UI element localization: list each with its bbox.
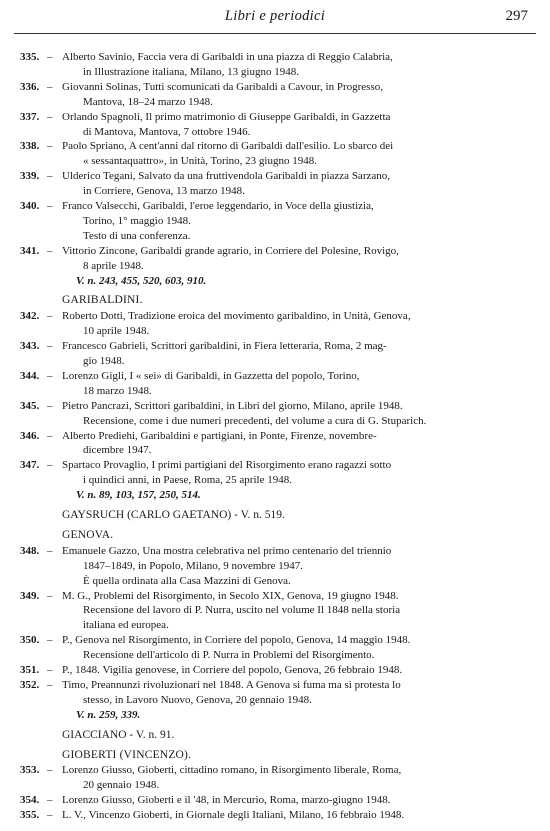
entry-number: 355. bbox=[20, 809, 40, 822]
entry-number: 345. bbox=[20, 399, 40, 412]
entry-dash: – bbox=[47, 51, 53, 63]
entry-line bbox=[0, 678, 550, 692]
entry-dash: – bbox=[47, 429, 53, 442]
entry-number: 353. bbox=[20, 764, 40, 777]
entry-text: Spartaco Provaglio, I primi partigiani del Risorgimento erano ragazzi sotto bbox=[62, 459, 392, 472]
entry-text: Emanuele Gazzo, Una mostra celebrativa nel primo centenario del triennio bbox=[62, 544, 392, 557]
entry-text: Orlando Spagnoli, Il primo matrimonio di Giuseppe Garibaldi, in Gazzetta bbox=[62, 110, 391, 123]
see-also-line: V. n. 243, 455, 520, 603, 910. bbox=[76, 274, 207, 287]
entry-line bbox=[0, 429, 550, 443]
entry-dash: – bbox=[47, 764, 53, 777]
entry-number: 336. bbox=[20, 80, 40, 93]
entry-text: Lorenzo Giusso, Gioberti e il '48, in Mercurio, Roma, marzo-giugno 1948. bbox=[62, 794, 391, 807]
text-line bbox=[0, 274, 550, 288]
entry-text: Alberto Savinio, Faccia vera di Garibaldi in una piazza di Reggio Calabria, bbox=[62, 51, 393, 63]
text-line bbox=[0, 214, 550, 228]
text-line bbox=[0, 488, 550, 502]
entry-line bbox=[0, 663, 550, 677]
entry-continuation: di Mantova, Mantova, 7 ottobre 1946. bbox=[83, 125, 251, 138]
entry-text: Roberto Dotti, Tradizione eroica del movimento garibaldino, in Unità, Genova, bbox=[62, 310, 411, 323]
entry-dash: – bbox=[47, 110, 53, 123]
entry-text: Ulderico Tegani, Salvato da una fruttivendola Garibaldi in piazza Sarzano, bbox=[62, 170, 390, 183]
entry-number: 349. bbox=[20, 589, 40, 602]
cross-reference: GAYSRUCH (CARLO GAETANO) - V. n. 519. bbox=[62, 509, 285, 521]
entry-line bbox=[0, 244, 550, 258]
entry-number: 350. bbox=[20, 634, 40, 647]
entry-text: Vittorio Zincone, Garibaldi grande agrario, in Corriere del Polesine, Rovigo, bbox=[62, 244, 399, 257]
entry-number: 338. bbox=[20, 140, 40, 153]
entry-line bbox=[0, 399, 550, 413]
entry-line bbox=[0, 80, 550, 94]
entry-line bbox=[0, 544, 550, 558]
text-line bbox=[0, 354, 550, 368]
entry-line bbox=[0, 458, 550, 472]
entry-dash: – bbox=[47, 244, 53, 257]
entry-number: 339. bbox=[20, 170, 40, 183]
entry-number: 347. bbox=[20, 459, 40, 472]
entry-number: 352. bbox=[20, 678, 40, 691]
text-line bbox=[0, 293, 550, 307]
entry-continuation: i quindici anni, in Paese, Roma, 25 aprile 1948. bbox=[83, 474, 292, 487]
entry-text: M. G., Problemi del Risorgimento, in Secolo XIX, Genova, 19 giugno 1948. bbox=[62, 589, 399, 602]
entry-text: Giovanni Solinas, Tutti scomunicati da Garibaldi a Cavour, in Progresso, bbox=[62, 80, 383, 93]
entry-continuation: stesso, in Lavoro Nuovo, Genova, 20 gennaio 1948. bbox=[83, 693, 312, 706]
text-line bbox=[0, 473, 550, 487]
text-line bbox=[0, 384, 550, 398]
text-line bbox=[0, 95, 550, 109]
entry-number: 354. bbox=[20, 794, 40, 807]
entry-dash: – bbox=[47, 399, 53, 412]
entry-text: Franco Valsecchi, Garibaldi, l'eroe leggendario, in Voce della giustizia, bbox=[62, 200, 374, 212]
entry-continuation: Torino, 1° maggio 1948. bbox=[83, 214, 191, 227]
entry-continuation: 8 aprile 1948. bbox=[83, 259, 144, 272]
entry-dash: – bbox=[47, 634, 53, 647]
entry-text: Lorenzo Gigli, I « sei» di Garibaldi, in Gazzetta del popolo, Torino, bbox=[62, 369, 360, 382]
text-line bbox=[0, 184, 550, 198]
section-heading: GARIBALDINI. bbox=[62, 294, 143, 307]
entry-line bbox=[0, 793, 550, 807]
running-header-title: Libri e periodici bbox=[224, 8, 326, 24]
entry-dash: – bbox=[47, 80, 53, 93]
entry-continuation: Recensione dell'articolo di P. Nurra in Problemi del Risorgimento. bbox=[83, 649, 375, 662]
entry-continuation: 18 marzo 1948. bbox=[83, 384, 152, 397]
entry-number: 348. bbox=[20, 544, 40, 557]
entry-line bbox=[0, 633, 550, 647]
entry-line bbox=[0, 369, 550, 383]
entry-text: Francesco Gabrieli, Scrittori garibaldini, in Fiera letteraria, Roma, 2 mag- bbox=[62, 340, 387, 353]
entry-dash: – bbox=[47, 140, 53, 153]
entry-continuation: 1847–1849, in Popolo, Milano, 9 novembre 1947. bbox=[83, 559, 303, 572]
text-line bbox=[0, 528, 550, 542]
entry-number: 343. bbox=[20, 340, 40, 353]
text-line bbox=[0, 648, 550, 662]
text-line bbox=[0, 154, 550, 168]
entry-continuation: Recensione del lavoro di P. Nurra, uscito nel volume Il 1848 nella storia bbox=[83, 604, 401, 617]
entry-dash: – bbox=[47, 340, 53, 353]
entry-line bbox=[0, 169, 550, 183]
entry-number: 342. bbox=[20, 310, 40, 323]
entry-continuation: italiana ed europea. bbox=[83, 619, 169, 632]
text-line bbox=[0, 65, 550, 79]
entry-continuation: in Corriere, Genova, 13 marzo 1948. bbox=[83, 185, 245, 198]
entry-line bbox=[0, 808, 550, 822]
entry-continuation: Mantova, 18–24 marzo 1948. bbox=[83, 95, 213, 108]
entry-dash: – bbox=[47, 664, 53, 676]
section-heading: GIOBERTI (VINCENZO). bbox=[62, 748, 192, 761]
entry-continuation: gio 1948. bbox=[83, 355, 125, 367]
entry-continuation: 10 aprile 1948. bbox=[83, 325, 150, 338]
text-line bbox=[0, 574, 550, 588]
entry-number: 351. bbox=[20, 664, 40, 676]
text-line bbox=[0, 443, 550, 457]
text-line bbox=[0, 508, 550, 522]
entry-dash: – bbox=[47, 310, 53, 323]
entry-line bbox=[0, 50, 550, 64]
text-line bbox=[0, 559, 550, 573]
entry-number: 340. bbox=[20, 200, 40, 212]
entry-continuation: « sessantaquattro», in Unità, Torino, 23 giugno 1948. bbox=[83, 155, 317, 168]
entry-dash: – bbox=[47, 544, 53, 557]
entry-text: Alberto Prediehi, Garibaldini e partigiani, in Ponte, Firenze, novembre- bbox=[62, 429, 377, 442]
entry-number: 344. bbox=[20, 369, 40, 382]
entry-dash: – bbox=[47, 200, 53, 212]
text-line bbox=[0, 259, 550, 273]
entry-continuation: 20 gennaio 1948. bbox=[83, 779, 160, 792]
entry-line bbox=[0, 309, 550, 323]
text-line bbox=[0, 414, 550, 428]
text-line bbox=[0, 728, 550, 742]
entry-line bbox=[0, 139, 550, 153]
text-line bbox=[0, 618, 550, 632]
entry-number: 335. bbox=[20, 51, 40, 63]
entry-dash: – bbox=[47, 809, 53, 822]
entry-line bbox=[0, 110, 550, 124]
entry-number: 337. bbox=[20, 110, 40, 123]
entry-number: 346. bbox=[20, 429, 40, 442]
entry-continuation: È quella ordinata alla Casa Mazzini di Genova. bbox=[83, 574, 291, 587]
entry-line bbox=[0, 589, 550, 603]
header-rule bbox=[14, 33, 536, 34]
entry-text: P., 1848. Vigilia genovese, in Corriere del popolo, Genova, 26 febbraio 1948. bbox=[62, 664, 403, 676]
entry-continuation: dicembre 1947. bbox=[83, 444, 152, 457]
see-also-line: V. n. 89, 103, 157, 250, 514. bbox=[76, 489, 201, 502]
entry-line bbox=[0, 339, 550, 353]
entry-line bbox=[0, 763, 550, 777]
see-also-line: V. n. 259, 339. bbox=[76, 708, 141, 721]
entry-continuation: Recensione, come i due numeri precedenti, del volume a cura di G. Stuparich. bbox=[83, 414, 427, 427]
entry-continuation: in Illustrazione italiana, Milano, 13 giugno 1948. bbox=[83, 65, 299, 78]
entry-dash: – bbox=[47, 459, 53, 472]
entry-dash: – bbox=[47, 369, 53, 382]
text-line bbox=[0, 748, 550, 762]
cross-reference: GIACCIANO - V. n. 91. bbox=[62, 728, 175, 741]
entry-text: L. V., Vincenzo Gioberti, in Giornale degli Italiani, Milano, 16 febbraio 1948. bbox=[62, 809, 405, 822]
entry-dash: – bbox=[47, 794, 53, 807]
entry-dash: – bbox=[47, 589, 53, 602]
entry-text: Pietro Pancrazi, Scrittori garibaldini, in Libri del giorno, Milano, aprile 1948. bbox=[62, 399, 403, 412]
entry-line bbox=[0, 199, 550, 213]
entry-text: Paolo Spriano, A cent'anni dal ritorno di Garibaldi dall'esilio. Lo sbarco dei bbox=[62, 140, 394, 153]
page-number: 297 bbox=[505, 8, 528, 24]
entry-dash: – bbox=[47, 170, 53, 183]
text-line bbox=[0, 324, 550, 338]
entry-text: Timo, Preannunzi rivoluzionari nel 1848. A Genova si fuma ma si protesta lo bbox=[62, 678, 401, 691]
text-line bbox=[0, 778, 550, 792]
section-heading: GENOVA. bbox=[62, 528, 114, 541]
entry-dash: – bbox=[47, 678, 53, 691]
text-line bbox=[0, 603, 550, 617]
text-line bbox=[0, 708, 550, 722]
entry-continuation: Testo di una conferenza. bbox=[83, 229, 191, 242]
text-line bbox=[0, 693, 550, 707]
text-line bbox=[0, 229, 550, 243]
text-line bbox=[0, 125, 550, 139]
entry-number: 341. bbox=[20, 244, 40, 257]
entry-text: Lorenzo Giusso, Gioberti, cittadino romano, in Risorgimento liberale, Roma, bbox=[62, 764, 402, 777]
entry-text: P., Genova nel Risorgimento, in Corriere del popolo, Genova, 14 maggio 1948. bbox=[62, 634, 411, 647]
